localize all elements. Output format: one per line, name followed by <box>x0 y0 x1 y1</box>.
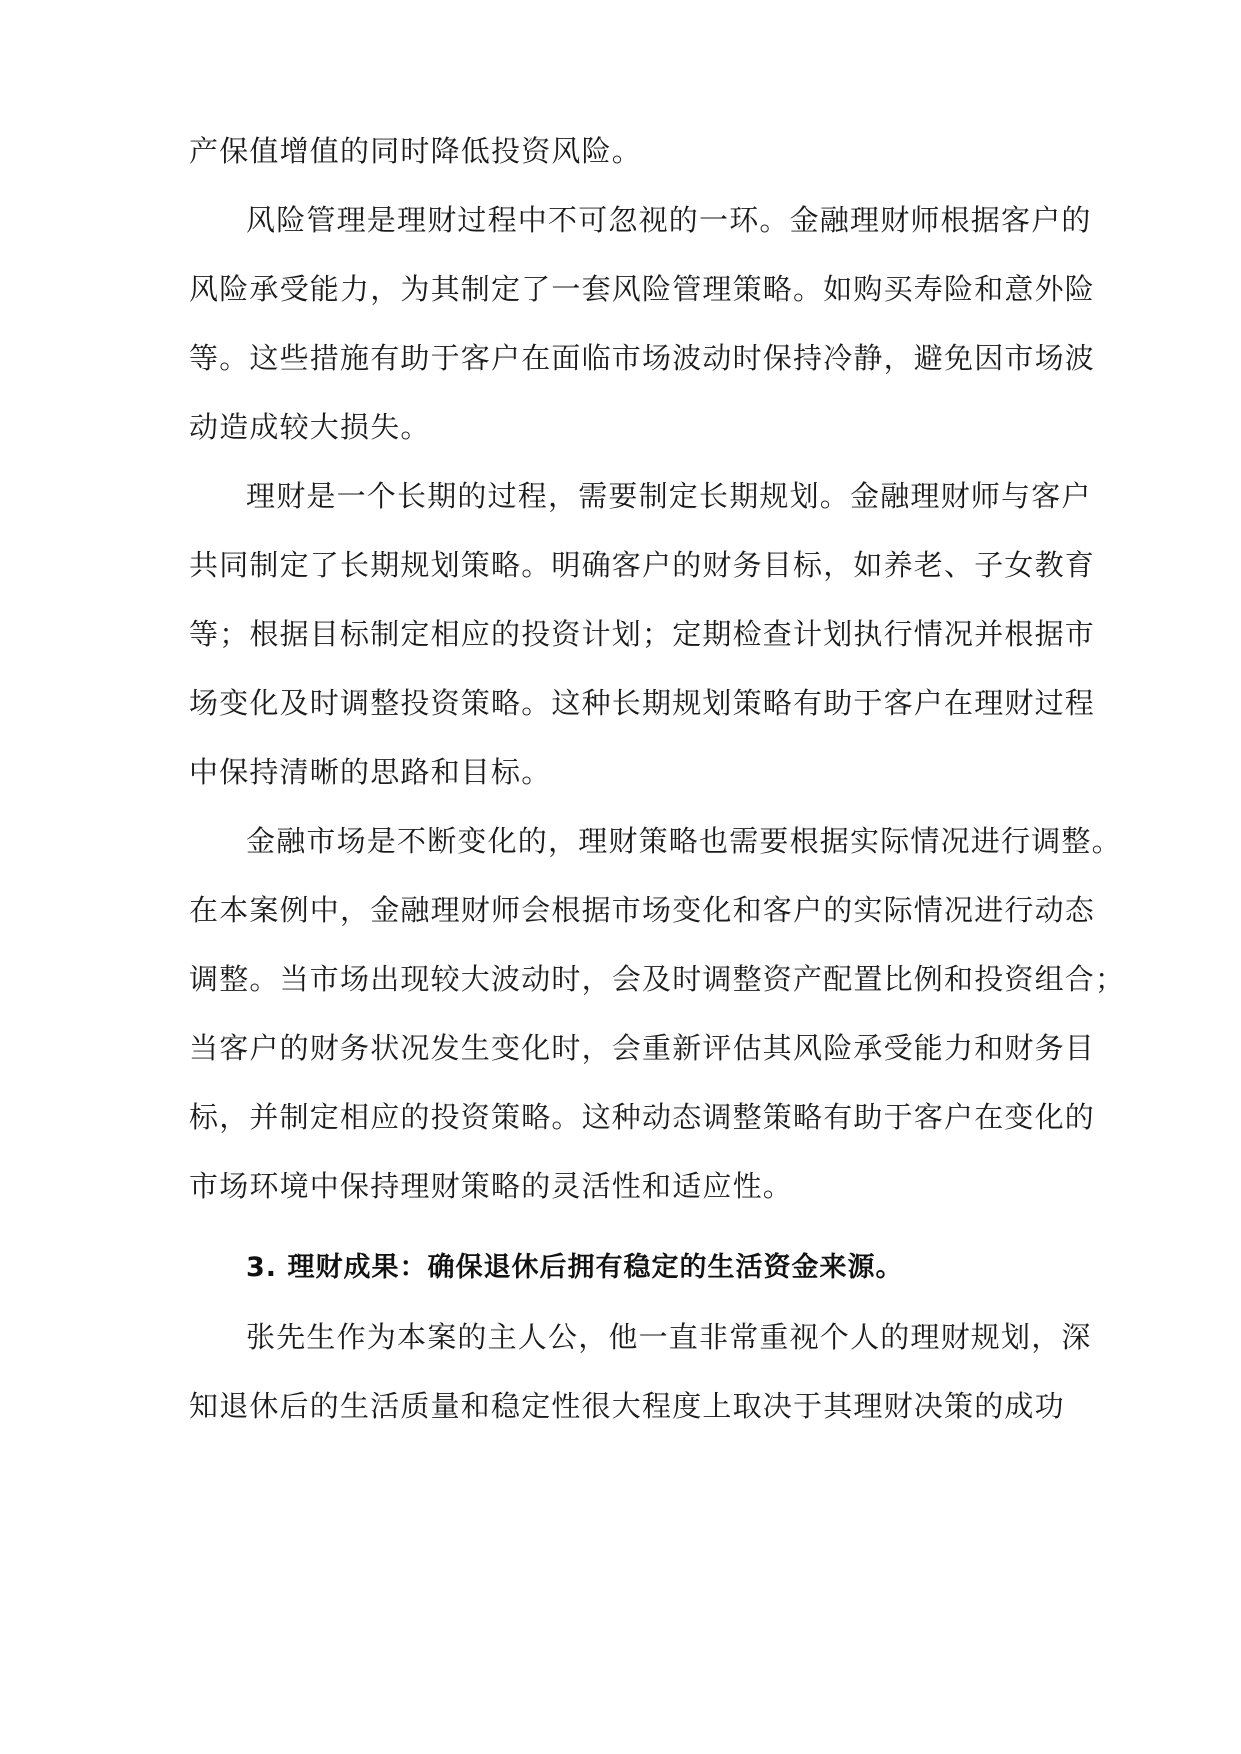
paragraph-line: 在本案例中，金融理财师会根据市场变化和客户的实际情况进行动态 <box>189 893 1096 927</box>
paragraph-line: 当客户的财务状况发生变化时，会重新评估其风险承受能力和财务目 <box>189 1031 1096 1065</box>
paragraph-line: 中保持清晰的思路和目标。 <box>189 755 552 789</box>
paragraph-line: 金融市场是不断变化的，理财策略也需要根据实际情况进行调整。 <box>246 824 1122 858</box>
paragraph-line: 动造成较大损失。 <box>189 410 431 444</box>
paragraph-line: 风险承受能力，为其制定了一套风险管理策略。如购买寿险和意外险 <box>189 272 1096 306</box>
paragraph-line: 市场环境中保持理财策略的灵活性和适应性。 <box>189 1169 794 1203</box>
paragraph-line: 等；根据目标制定相应的投资计划；定期检查计划执行情况并根据市 <box>189 617 1096 651</box>
paragraph-line: 风险管理是理财过程中不可忽视的一环。金融理财师根据客户的 <box>246 203 1092 237</box>
paragraph-line: 标，并制定相应的投资策略。这种动态调整策略有助于客户在变化的 <box>189 1100 1096 1134</box>
paragraph-line: 调整。当市场出现较大波动时，会及时调整资产配置比例和投资组合； <box>189 962 1126 996</box>
paragraph-line: 张先生作为本案的主人公，他一直非常重视个人的理财规划，深 <box>246 1320 1092 1354</box>
paragraph-line: 等。这些措施有助于客户在面临市场波动时保持冷静，避免因市场波 <box>189 341 1096 375</box>
paragraph-line: 场变化及时调整投资策略。这种长期规划策略有助于客户在理财过程 <box>189 686 1096 720</box>
section-heading: 3. 理财成果：确保退休后拥有稳定的生活资金来源。 <box>246 1252 904 1283</box>
paragraph-line: 产保值增值的同时降低投资风险。 <box>189 134 643 168</box>
paragraph-line: 理财是一个长期的过程，需要制定长期规划。金融理财师与客户 <box>246 479 1092 513</box>
paragraph-line: 知退休后的生活质量和稳定性很大程度上取决于其理财决策的成功 <box>189 1389 1065 1423</box>
paragraph-line: 共同制定了长期规划策略。明确客户的财务目标，如养老、子女教育 <box>189 548 1096 582</box>
